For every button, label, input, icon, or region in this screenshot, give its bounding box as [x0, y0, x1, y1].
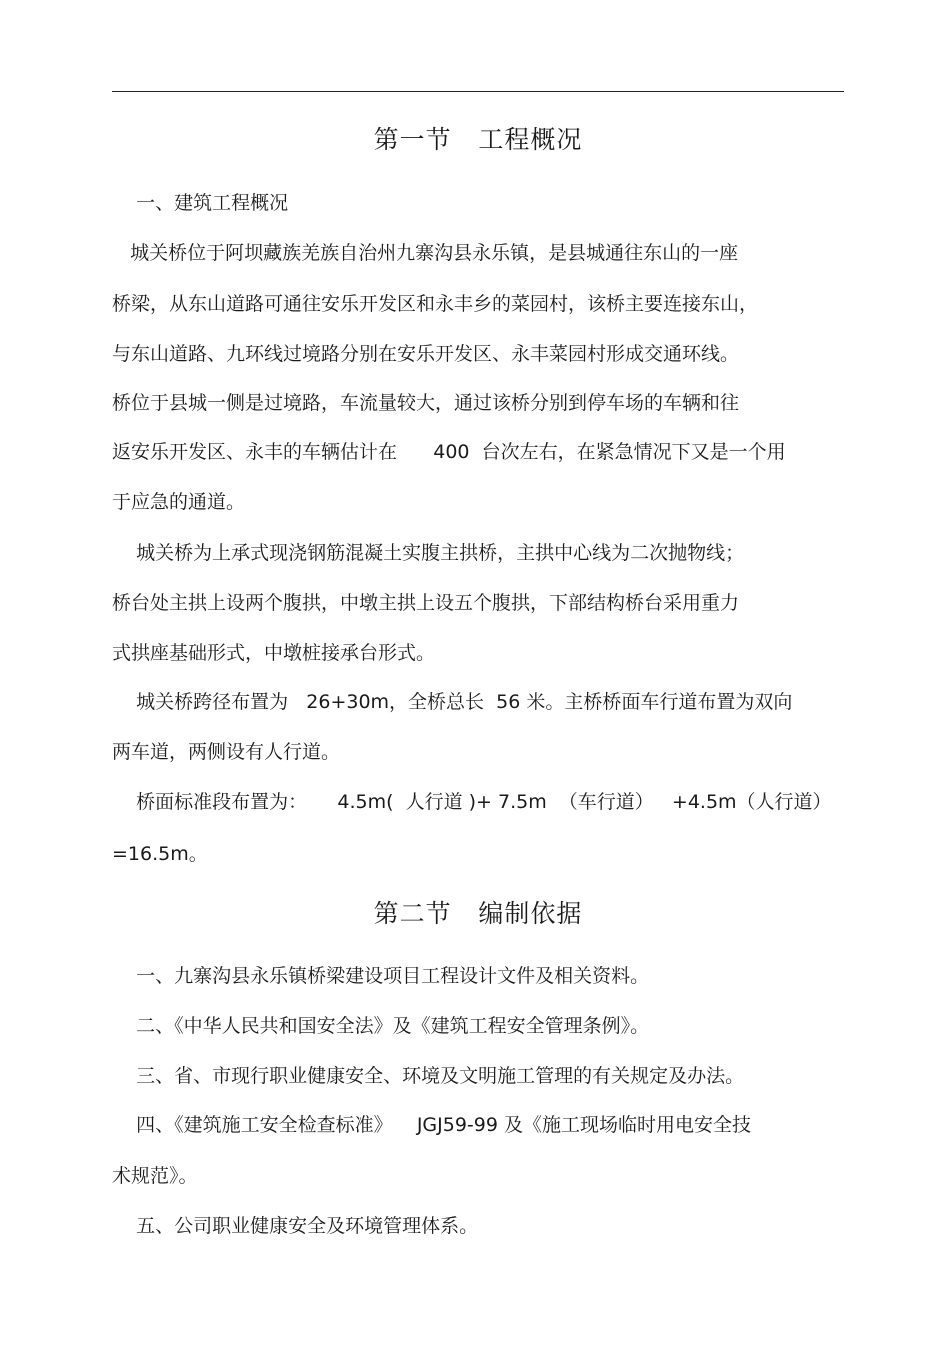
- paragraph-line: =16.5m。: [112, 843, 208, 865]
- paragraph-line: 四、《建筑施工安全检查标准》 JGJ59-99 及《施工现场临时用电安全技: [112, 1114, 751, 1136]
- paragraph-line: 桥位于县城一侧是过境路，车流量较大，通过该桥分别到停车场的车辆和往: [112, 392, 740, 414]
- paragraph-line: 式拱座基础形式，中墩桩接承台形式。: [112, 642, 436, 664]
- paragraph-line: 与东山道路、九环线过境路分别在安乐开发区、永丰菜园村形成交通环线。: [112, 343, 740, 365]
- paragraph-line: 桥面标准段布置为： 4.5m( 人行道 )+ 7.5m （车行道） +4.5m（人行道）: [112, 791, 832, 813]
- paragraph-line: 五、公司职业健康安全及环境管理体系。: [112, 1215, 479, 1237]
- paragraph-line: 于应急的通道。: [112, 491, 246, 513]
- paragraph-line: 返安乐开发区、永丰的车辆估计在 400 台次左右，在紧急情况下又是一个用: [112, 441, 786, 463]
- paragraph-line: 桥梁，从东山道路可通往安乐开发区和永丰乡的菜园村，该桥主要连接东山，: [112, 293, 759, 315]
- section-title-2: 第二节 编制依据: [373, 899, 583, 928]
- paragraph-line: 城关桥为上承式现浇钢筋混凝土实腹主拱桥，主拱中心线为二次抛物线；: [112, 542, 745, 564]
- paragraph-line: 城关桥位于阿坝藏族羌族自治州九寨沟县永乐镇，是县城通往东山的一座: [112, 242, 739, 264]
- paragraph-line: 一、建筑工程概况: [112, 192, 289, 214]
- paragraph-line: 二、《中华人民共和国安全法》及《建筑工程安全管理条例》。: [112, 1015, 650, 1037]
- paragraph-line: 一、九寨沟县永乐镇桥梁建设项目工程设计文件及相关资料。: [112, 965, 650, 987]
- paragraph-line: 两车道，两侧设有人行道。: [112, 741, 341, 763]
- paragraph-line: 三、省、市现行职业健康安全、环境及文明施工管理的有关规定及办法。: [112, 1065, 745, 1087]
- paragraph-line: 城关桥跨径布置为 26+30m，全桥总长 56 米。主桥桥面车行道布置为双向: [112, 691, 793, 713]
- paragraph-line: 桥台处主拱上设两个腹拱，中墩主拱上设五个腹拱，下部结构桥台采用重力: [112, 592, 740, 614]
- header-rule: [112, 91, 844, 92]
- section-title-1: 第一节 工程概况: [373, 125, 583, 154]
- paragraph-line: 术规范》。: [112, 1165, 198, 1187]
